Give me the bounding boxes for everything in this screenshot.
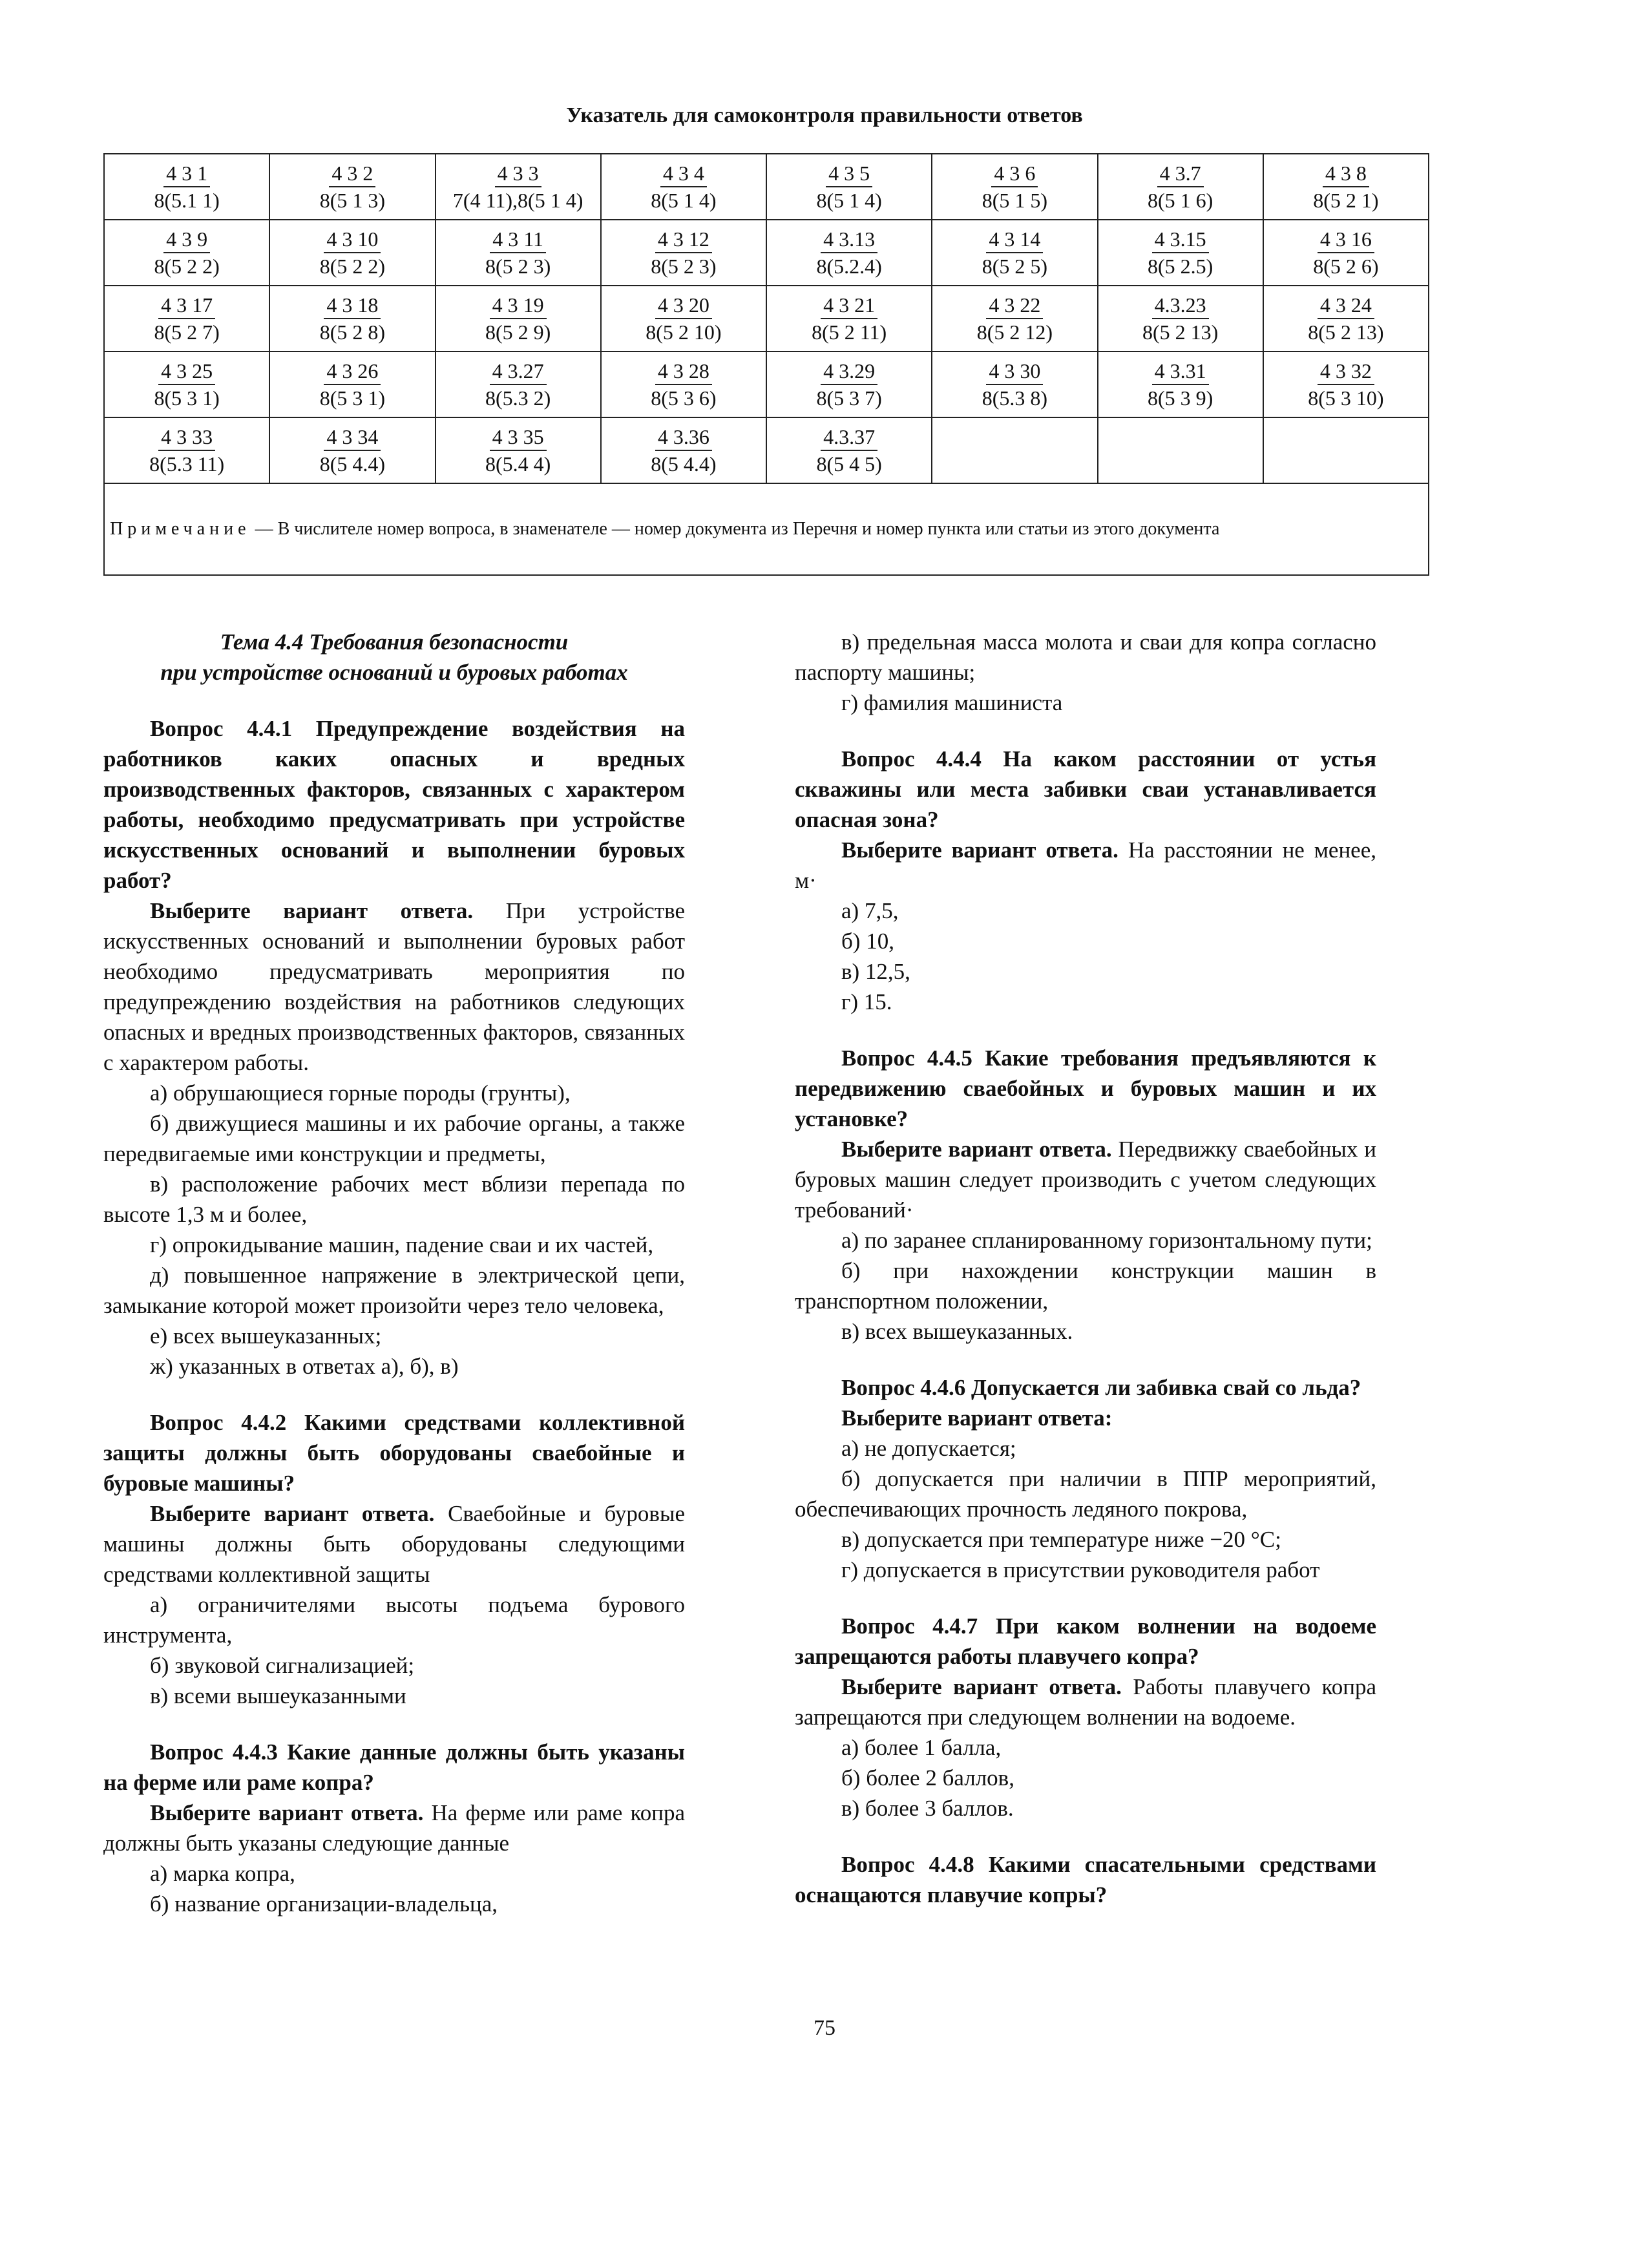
answer-prompt: Выберите вариант ответа.: [841, 1137, 1112, 1162]
question-heading: Вопрос 4.4.8 Какими спасательными средствами оснащаются плавучие копры?: [795, 1852, 1376, 1907]
paragraph: [795, 1134, 1376, 1225]
document-reference: 8(5 2 9): [485, 320, 551, 344]
paragraph: а) 7,5,: [841, 898, 899, 923]
document-reference: 8(5.3 2): [485, 386, 551, 410]
question-number: 4 3 14: [986, 226, 1043, 253]
table-cell: [932, 286, 1097, 352]
document-reference: 8(5 2 7): [154, 320, 220, 344]
table-cell: [766, 417, 932, 483]
paragraph: г) фамилия машиниста: [841, 690, 1063, 715]
table-cell: [1263, 352, 1429, 417]
question-number: 4 3 9: [163, 226, 210, 253]
paragraph: а) обрушающиеся горные породы (грунты),: [150, 1080, 571, 1106]
question-number: 4 3 4: [660, 160, 707, 187]
document-reference: 7(4 11),8(5 1 4): [452, 189, 583, 212]
document-reference: 8(5 1 5): [982, 189, 1048, 212]
page-title: Указатель для самоконтроля правильности ответов: [566, 103, 1083, 127]
paragraph: в) предельная масса молота и сваи для копра согласно паспорту машины;: [795, 629, 1376, 685]
document-reference: 8(5 2 2): [154, 255, 220, 278]
document-reference: 8(5 3 1): [154, 386, 220, 410]
page-number: 75: [814, 2016, 835, 2040]
answer-prompt: Выберите вариант ответа.: [150, 898, 474, 923]
table-row: [104, 352, 1429, 417]
paragraph-text: На расстоянии не менее, м·: [795, 837, 1377, 893]
document-reference: 8(5 3 6): [651, 386, 717, 410]
table-cell: [932, 154, 1097, 220]
question-number: 4 3 26: [324, 358, 381, 385]
table-cell: [766, 286, 932, 352]
table-cell: [766, 220, 932, 286]
document-reference: 8(5 1 3): [319, 189, 386, 212]
question-heading: Вопрос 4.4.7 При каком волнении на водоеме запрещаются работы плавучего копра?: [795, 1613, 1376, 1669]
document-reference: 8(5 4 5): [816, 452, 882, 476]
document-reference: 8(5 2 12): [976, 320, 1053, 344]
left-column: [103, 627, 685, 1919]
document-reference: 8(5 2 3): [651, 255, 717, 278]
table-cell: [104, 352, 269, 417]
question-heading: Вопрос 4.4.6 Допускается ли забивка свай со льда?: [841, 1375, 1361, 1400]
document-reference: 8(5 2 6): [1313, 255, 1379, 278]
table-cell: [1098, 352, 1263, 417]
question-heading: Вопрос 4.4.4 На каком расстоянии от устья скважины или места забивки сваи устанавливается опасная зона?: [795, 746, 1376, 832]
question-number: 4 3 28: [655, 358, 712, 385]
document-reference: 8(5 2 13): [1142, 320, 1219, 344]
table-cell: [1263, 220, 1429, 286]
question-number: 4 3.31: [1152, 358, 1209, 385]
question-number: 4 3 12: [655, 226, 712, 253]
paragraph: в) 12,5,: [841, 959, 910, 984]
paragraph: а) более 1 балла,: [841, 1735, 1002, 1760]
table-cell: [601, 352, 766, 417]
paragraph: а) марка копра,: [150, 1861, 295, 1886]
table-cell: [1098, 417, 1263, 483]
paragraph: б) при нахождении конструкции машин в транспортном положении,: [795, 1258, 1376, 1314]
document-reference: 8(5 4.4): [651, 452, 717, 476]
table-cell: [269, 154, 435, 220]
question-number: 4 3 18: [324, 292, 381, 319]
document-reference: 8(5.1 1): [154, 189, 220, 212]
question-number: 4 3 30: [986, 358, 1043, 385]
question-number: 4 3 3: [495, 160, 541, 187]
table-cell: [1263, 417, 1429, 483]
paragraph: [795, 1403, 1376, 1433]
paragraph: г) опрокидывание машин, падение сваи и их частей,: [150, 1232, 654, 1257]
question-number: 4 3 21: [821, 292, 877, 319]
question-heading: Вопрос 4.4.1 Предупреждение воздействия на работников каких опасных и вредных производственных факторов, связанных с характером работы, необходимо предусматривать при устройстве искусственных оснований и выполнении буровых работ?: [103, 716, 685, 893]
paragraph: в) расположение рабочих мест вблизи перепада по высоте 1,3 м и более,: [103, 1171, 685, 1227]
paragraph: а) не допускается;: [841, 1436, 1016, 1461]
paragraph: [795, 1672, 1376, 1732]
question-number: 4 3 16: [1318, 226, 1374, 253]
document-reference: 8(5 2 1): [1313, 189, 1379, 212]
table-row: [104, 220, 1429, 286]
document-reference: 8(5 2 8): [319, 320, 386, 344]
table-cell: [269, 417, 435, 483]
table-cell: [104, 286, 269, 352]
answer-prompt: Выберите вариант ответа.: [841, 837, 1119, 863]
table-cell: [436, 286, 601, 352]
answer-prompt: Выберите вариант ответа:: [841, 1405, 1113, 1431]
question-number: 4 3 5: [826, 160, 872, 187]
question-number: 4 3.7: [1157, 160, 1204, 187]
table-row: [104, 417, 1429, 483]
table-cell: [601, 417, 766, 483]
paragraph-text: Передвижку сваебойных и буровых машин следует производить с учетом следующих требований·: [795, 1137, 1376, 1223]
table-cell: [104, 417, 269, 483]
paragraph: [103, 896, 685, 1078]
question-number: 4 3 2: [329, 160, 375, 187]
paragraph: ж) указанных в ответах а), б), в): [150, 1354, 459, 1379]
document-reference: 8(5 3 1): [319, 386, 386, 410]
table-row: [104, 286, 1429, 352]
table-cell: [601, 220, 766, 286]
question-number: 4 3.36: [655, 424, 712, 451]
table-cell: [932, 352, 1097, 417]
paragraph: б) более 2 баллов,: [841, 1765, 1014, 1790]
paragraph: б) 10,: [841, 929, 894, 954]
question-number: 4 3 33: [158, 424, 215, 451]
question-heading: Вопрос 4.4.2 Какими средствами коллективной защиты должны быть оборудованы сваебойные и буровые машины?: [103, 1410, 685, 1496]
paragraph: а) ограничителями высоты подъема бурового инструмента,: [103, 1592, 685, 1648]
table-cell: [436, 154, 601, 220]
question-number: 4 3.27: [490, 358, 547, 385]
document-reference: 8(5 3 9): [1147, 386, 1213, 410]
table-cell: [436, 352, 601, 417]
question-number: 4 3 24: [1318, 292, 1374, 319]
table-row: [104, 154, 1429, 220]
paragraph: е) всех вышеуказанных;: [150, 1323, 382, 1349]
paragraph: в) всех вышеуказанных.: [841, 1319, 1073, 1344]
paragraph: в) всеми вышеуказанными: [150, 1683, 406, 1708]
note: [104, 483, 1429, 575]
document-reference: 8(5.2.4): [816, 255, 882, 278]
right-column: [795, 627, 1376, 1910]
paragraph: д) повышенное напряжение в электрической цепи, замыкание которой может произойти через тело человека,: [103, 1263, 685, 1318]
paragraph-text: Работы плавучего копра запрещаются при следующем волнении на водоеме.: [795, 1674, 1376, 1730]
paragraph: б) звуковой сигнализацией;: [150, 1653, 415, 1678]
document-reference: 8(5 2.5): [1147, 255, 1213, 278]
question-number: 4 3.15: [1152, 226, 1209, 253]
question-number: 4 3 10: [324, 226, 381, 253]
document-reference: 8(5 2 2): [319, 255, 386, 278]
question-number: 4 3 34: [324, 424, 381, 451]
question-number: 4.3.37: [821, 424, 877, 451]
table-cell: [766, 154, 932, 220]
question-number: 4 3 25: [158, 358, 215, 385]
table-cell: [269, 220, 435, 286]
table-cell: [932, 220, 1097, 286]
question-number: 4.3.23: [1152, 292, 1209, 319]
paragraph: б) допускается при наличии в ППР мероприятий, обеспечивающих прочность ледяного покрова,: [795, 1466, 1376, 1522]
table-cell: [1098, 154, 1263, 220]
note-row: [104, 483, 1429, 575]
document-reference: 8(5 1 6): [1147, 189, 1213, 212]
document-reference: 8(5 3 10): [1308, 386, 1384, 410]
paragraph: б) название организации-владельца,: [150, 1891, 498, 1916]
answer-prompt: Выберите вариант ответа.: [841, 1674, 1122, 1699]
answer-prompt: Выберите вариант ответа.: [150, 1501, 435, 1526]
table-cell: [766, 352, 932, 417]
document-reference: 8(5 2 10): [646, 320, 722, 344]
document-reference: 8(5 2 11): [812, 320, 887, 344]
question-number: 4 3 20: [655, 292, 712, 319]
question-number: 4 3.13: [821, 226, 877, 253]
document-reference: 8(5.3 11): [149, 452, 225, 476]
question-number: 4 3 8: [1323, 160, 1369, 187]
paragraph-text: На ферме или раме копра должны быть указаны следующие данные: [103, 1800, 685, 1856]
document-reference: 8(5 3 7): [816, 386, 882, 410]
document-reference: 8(5.4 4): [485, 452, 551, 476]
table-cell: [932, 417, 1097, 483]
question-heading: Вопрос 4.4.5 Какие требования предъявляются к передвижению сваебойных и буровых машин и их установке?: [795, 1045, 1376, 1131]
table-cell: [104, 154, 269, 220]
paragraph: а) по заранее спланированному горизонтальному пути;: [841, 1228, 1372, 1253]
document-reference: 8(5 4.4): [319, 452, 386, 476]
paragraph: г) 15.: [841, 989, 892, 1014]
answer-index-table: [103, 153, 1429, 576]
table-cell: [104, 220, 269, 286]
table-cell: [436, 417, 601, 483]
paragraph: г) допускается в присутствии руководителя работ: [841, 1557, 1320, 1582]
document-reference: 8(5 2 5): [982, 255, 1048, 278]
table-cell: [1263, 154, 1429, 220]
document-reference: 8(5 2 13): [1308, 320, 1384, 344]
paragraph: [795, 835, 1376, 896]
note-label: Примечание: [110, 518, 251, 539]
document-reference: 8(5 2 3): [485, 255, 551, 278]
paragraph: [103, 1798, 685, 1858]
question-number: 4 3 35: [490, 424, 547, 451]
answer-prompt: Выберите вариант ответа.: [150, 1800, 424, 1825]
document-reference: 8(5 1 4): [816, 189, 882, 212]
table-cell: [436, 220, 601, 286]
question-number: 4 3 32: [1318, 358, 1374, 385]
paragraph: б) движущиеся машины и их рабочие органы, а также передвигаемые ими конструкции и предметы,: [103, 1111, 685, 1166]
table-cell: [601, 154, 766, 220]
document-reference: 8(5 1 4): [651, 189, 717, 212]
question-number: 4 3 1: [163, 160, 210, 187]
table-cell: [1098, 220, 1263, 286]
note-text: — В числителе номер вопроса, в знаменателе — номер документа из Перечня и номер пункта или статьи из этого документа: [250, 518, 1220, 539]
paragraph: в) допускается при температуре ниже −20 °С;: [841, 1527, 1281, 1552]
table-cell: [1098, 286, 1263, 352]
paragraph: в) более 3 баллов.: [841, 1796, 1014, 1821]
table-cell: [269, 286, 435, 352]
table-cell: [601, 286, 766, 352]
paragraph-text: Сваебойные и буровые машины должны быть оборудованы следующими средствами коллективной защиты: [103, 1501, 685, 1587]
question-number: 4 3 17: [158, 292, 215, 319]
question-number: 4 3 22: [986, 292, 1043, 319]
topic-heading: Тема 4.4 Требования безопасности: [220, 629, 569, 655]
question-heading: Вопрос 4.4.3 Какие данные должны быть указаны на ферме или раме копра?: [103, 1739, 685, 1795]
table-cell: [269, 352, 435, 417]
question-number: 4 3 19: [490, 292, 547, 319]
question-number: 4 3 11: [490, 226, 546, 253]
paragraph-text: При устройстве искусственных оснований и выполнении буровых работ необходимо предусматривать мероприятия по предупреждению воздействия на работников следующих опасных и вредных производственных факторов, связанных с характером работы.: [103, 898, 685, 1075]
question-number: 4 3 6: [991, 160, 1038, 187]
topic-heading: при устройстве оснований и буровых работах: [160, 660, 628, 685]
paragraph: [103, 1498, 685, 1590]
question-number: 4 3.29: [821, 358, 877, 385]
table-cell: [1263, 286, 1429, 352]
document-reference: 8(5.3 8): [982, 386, 1048, 410]
